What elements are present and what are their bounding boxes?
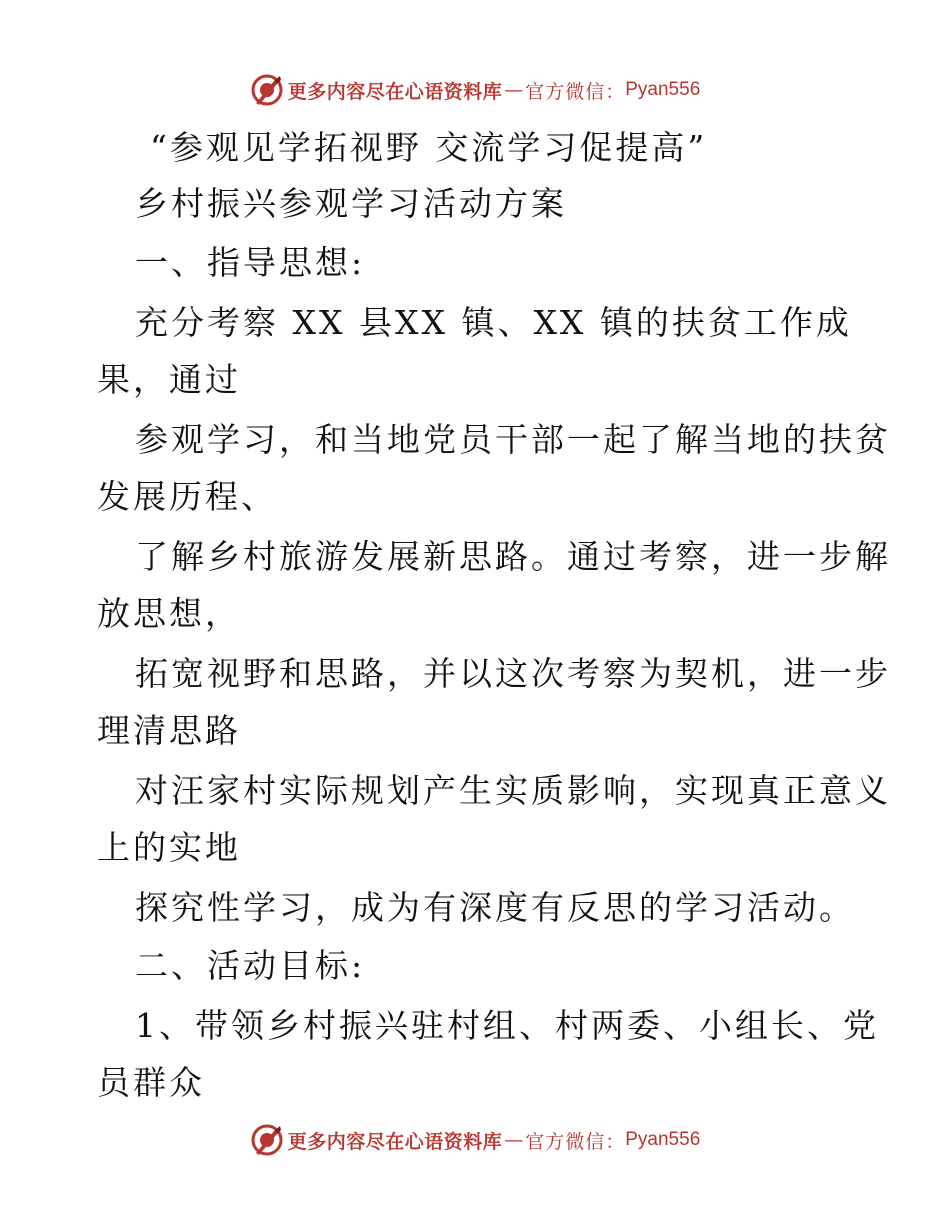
watermark-wechat-label: 官方微信： (525, 80, 626, 103)
section2-heading: 二、活动目标: (135, 946, 366, 985)
watermark-site-text: 更多内容尽在心语资料库 (287, 1130, 503, 1153)
list-item-line: 1、带领乡村振兴驻村组、村两委、小组长、党 (135, 1006, 879, 1045)
paragraph-line: 上的实地 (97, 828, 241, 867)
paragraph-line: 拓宽视野和思路，并以这次考察为契机，进一步 (135, 654, 891, 693)
paragraph-line: 发展历程、 (97, 477, 277, 516)
title-slogan: “参观见学拓视野 交流学习促提高” (150, 128, 708, 167)
paragraph-line: 放思想， (97, 594, 241, 633)
watermark-wechat-id: Pyan556 (625, 1129, 701, 1150)
paragraph-line: 探究性学习，成为有深度有反思的学习活动。 (135, 888, 855, 927)
paragraph-line: 对汪家村实际规划产生实质影响，实现真正意义 (135, 771, 891, 810)
paragraph-line: 果，通过 (97, 360, 241, 399)
watermark-wechat-id: Pyan556 (625, 79, 701, 100)
section1-heading: 一、指导思想: (135, 243, 366, 282)
watermark-banner-bottom (0, 1120, 950, 1160)
paragraph-line: 充分考察 XX 县XX 镇、XX 镇的扶贫工作成 (135, 303, 852, 342)
pen-logo-icon (250, 1123, 284, 1157)
paragraph-line: 了解乡村旅游发展新思路。通过考察，进一步解 (135, 537, 891, 576)
watermark-separator: — (504, 79, 524, 101)
watermark-separator: — (504, 1129, 524, 1151)
watermark-wechat-label: 官方微信： (525, 1130, 626, 1153)
list-item-line: 员群众 (97, 1063, 205, 1102)
paragraph-line: 参观学习，和当地党员干部一起了解当地的扶贫 (135, 420, 891, 459)
watermark-site-text: 更多内容尽在心语资料库 (287, 80, 503, 103)
title-main: 乡村振兴参观学习活动方案 (135, 184, 567, 223)
paragraph-line: 理清思路 (97, 711, 241, 750)
